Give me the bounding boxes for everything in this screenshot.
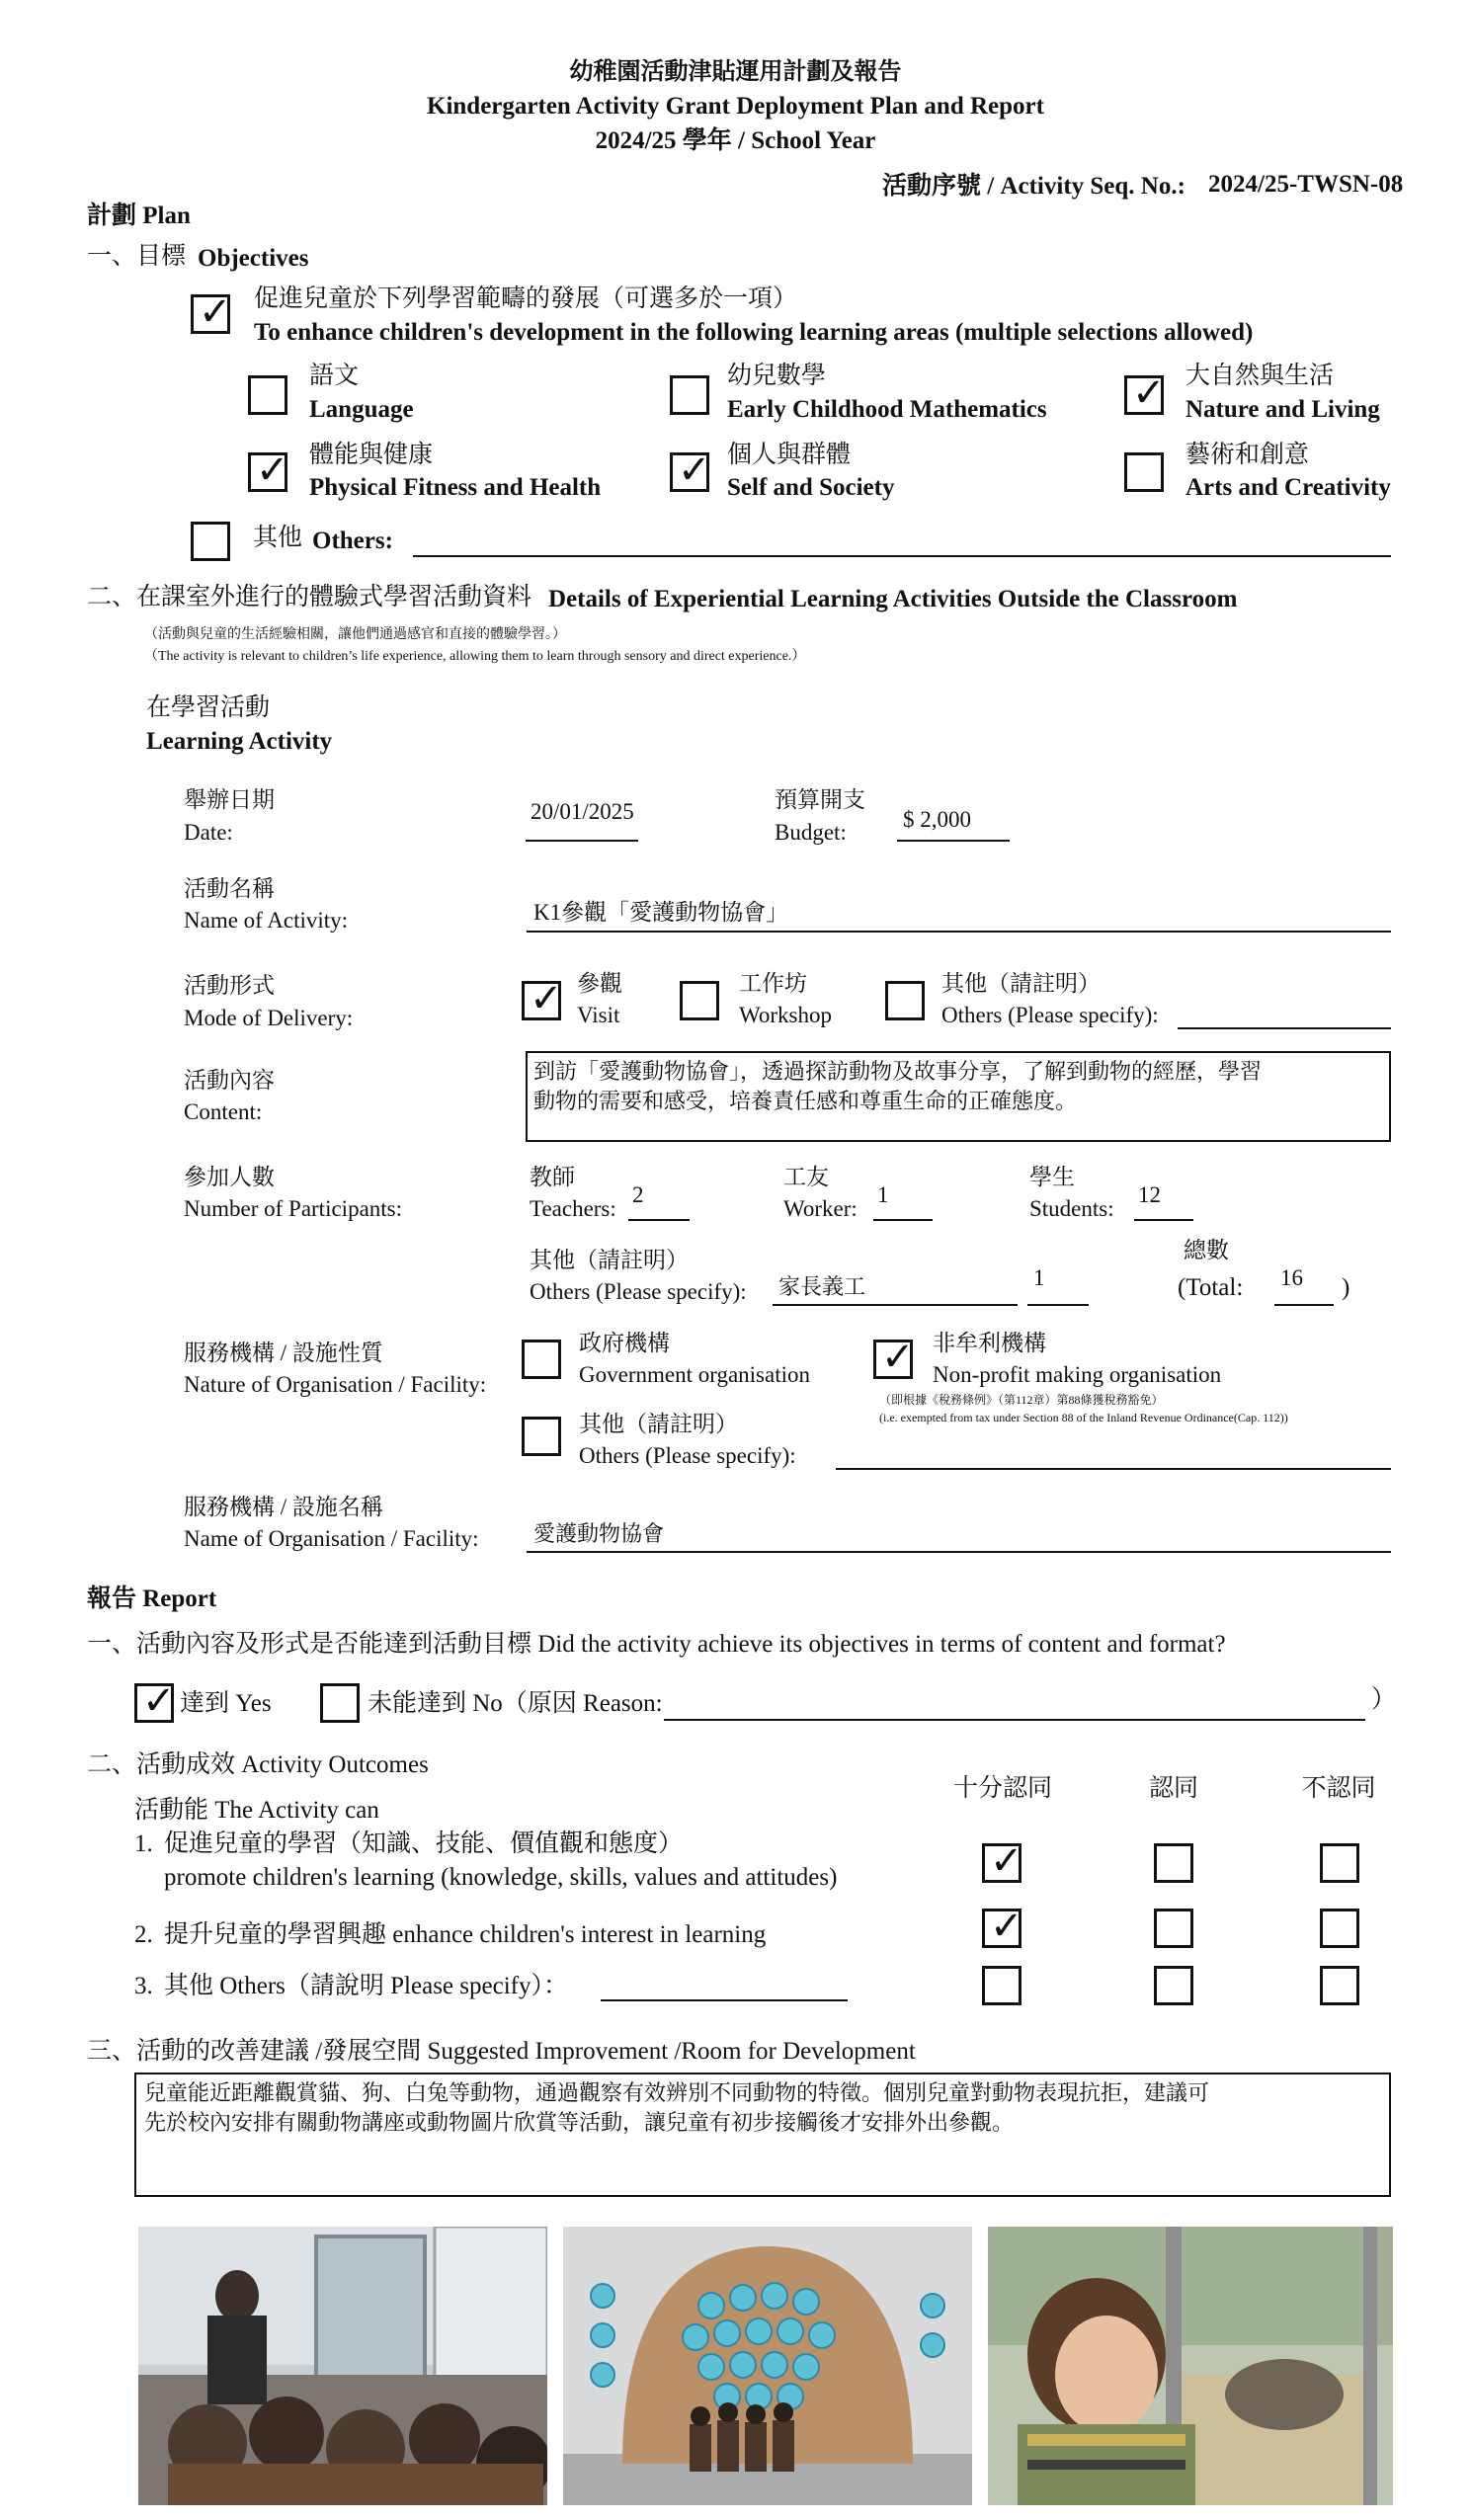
outcome-1-line2: promote children's learning (knowledge, skills, values and attitudes) — [164, 1864, 838, 1891]
teachers-zh: 教師 — [530, 1165, 575, 1189]
students-en: Students: — [1029, 1196, 1114, 1221]
org-name-value[interactable]: 愛護動物協會 — [533, 1522, 665, 1547]
col-strongly-agree: 十分認同 — [952, 1775, 1052, 1802]
org-npo-note-en: (i.e. exempted from tax under Section 88 of the Inland Revenue Ordinance(Cap. 112)) — [879, 1411, 1288, 1424]
report-no-close: ） — [1371, 1686, 1397, 1713]
outcome-2-strongly-agree-checkbox[interactable] — [982, 1904, 1023, 1949]
area-language-zh: 語文 — [309, 363, 360, 389]
total-line — [1274, 1304, 1334, 1306]
outcome-2-number: 2. — [134, 1921, 153, 1948]
area-nature-zh: 大自然與生活 — [1185, 363, 1335, 389]
mode-workshop-zh: 工作坊 — [739, 971, 807, 996]
checkmark-icon: ✓ — [142, 1678, 176, 1724]
teachers-line — [628, 1219, 690, 1221]
checkmark-icon: ✓ — [990, 1904, 1023, 1949]
outcome-2-disagree-checkbox[interactable] — [1320, 1909, 1359, 1948]
checkmark-icon: ✓ — [530, 976, 563, 1021]
org-name-zh: 服務機構 / 設施名稱 — [184, 1495, 383, 1519]
outcome-3-disagree-checkbox[interactable] — [1320, 1966, 1359, 2005]
org-npo-checkbox[interactable] — [873, 1335, 915, 1380]
total-en: (Total: — [1178, 1274, 1244, 1301]
outcome-1-number: 1. — [134, 1830, 153, 1857]
outcome-3-strongly-agree-checkbox[interactable] — [982, 1966, 1022, 2005]
teachers-count[interactable]: 2 — [632, 1182, 644, 1207]
content-line-2: 動物的需要和感受，培養責任感和尊重生命的正確態度。 — [533, 1090, 1078, 1114]
report-no-checkbox[interactable] — [320, 1683, 360, 1723]
budget-en: Budget: — [775, 820, 847, 845]
objective-main-checkbox[interactable] — [191, 289, 232, 335]
activity-name-zh: 活動名稱 — [184, 876, 275, 901]
improve-line-2: 先於校內安排有關動物講座或動物圖片欣賞等活動，讓兒童有初步接觸後才安排外出參觀。 — [144, 2111, 1015, 2136]
org-others-line[interactable] — [836, 1468, 1391, 1470]
checkmark-icon: ✓ — [881, 1335, 915, 1380]
details-note-en: （The activity is relevant to children’s life experience, allowing them to learn through sensory and direct experience.） — [144, 649, 806, 664]
details-title-zh: 二、在課室外進行的體驗式學習活動資料 — [87, 584, 532, 610]
objective-others-line[interactable] — [413, 555, 1391, 557]
date-line — [526, 840, 638, 842]
objective-main-zh: 促進兒童於下列學習範疇的發展（可選多於一項） — [254, 285, 798, 312]
mode-visit-checkbox[interactable] — [522, 976, 563, 1021]
workers-en: Worker: — [783, 1196, 858, 1221]
area-arts-zh: 藝術和創意 — [1185, 442, 1310, 468]
report-no-reason-line[interactable] — [664, 1719, 1365, 1721]
workers-count[interactable]: 1 — [877, 1182, 889, 1207]
nature-zh: 服務機構 / 設施性質 — [184, 1341, 383, 1365]
org-npo-note-zh: （即根據《稅務條例》（第112章）第88條獲稅務豁免） — [879, 1393, 1164, 1407]
checkmark-icon: ✓ — [256, 447, 289, 493]
participants-others-en: Others (Please specify): — [530, 1279, 747, 1304]
seq-label: 活動序號 / Activity Seq. No.: — [882, 173, 1185, 200]
teachers-en: Teachers: — [530, 1196, 616, 1221]
total-zh: 總數 — [1184, 1238, 1229, 1262]
title-zh: 幼稚園活動津貼運用計劃及報告 — [569, 59, 902, 85]
mode-workshop-checkbox[interactable] — [680, 981, 719, 1020]
area-mathematics-zh: 幼兒數學 — [727, 363, 827, 389]
area-nature-en: Nature and Living — [1185, 396, 1380, 423]
content-box[interactable] — [526, 1051, 1391, 1142]
workers-zh: 工友 — [783, 1165, 829, 1189]
mode-workshop-en: Workshop — [739, 1003, 832, 1027]
learning-activity-en: Learning Activity — [146, 728, 333, 755]
objective-others-checkbox[interactable] — [191, 522, 230, 561]
checkmark-icon: ✓ — [678, 447, 711, 493]
area-language-checkbox[interactable] — [248, 375, 287, 415]
area-physical-checkbox[interactable] — [248, 447, 289, 493]
budget-zh: 預算開支 — [775, 787, 865, 812]
workers-line — [873, 1219, 933, 1221]
participants-others-count[interactable]: 1 — [1033, 1265, 1045, 1290]
improve-title: 三、活動的改善建議 /發展空間 Suggested Improvement /Room for Development — [87, 2038, 916, 2065]
participants-others-zh: 其他（請註明） — [530, 1248, 689, 1272]
outcomes-title: 二、活動成效 Activity Outcomes — [87, 1751, 429, 1778]
students-count[interactable]: 12 — [1138, 1182, 1161, 1207]
org-npo-zh: 非牟利機構 — [933, 1331, 1046, 1355]
objectives-title-zh: 一、目標 — [87, 243, 187, 270]
content-line-1: 到訪「愛護動物協會」，透過探訪動物及故事分享，了解到動物的經歷，學習 — [533, 1060, 1263, 1085]
school-year: 2024/25 學年 / School Year — [595, 127, 876, 154]
activity-name-value[interactable]: K1參觀「愛護動物協會」 — [533, 900, 789, 925]
objective-main-en: To enhance children's development in the following learning areas (multiple selections allowed) — [254, 319, 1254, 346]
mode-others-zh: 其他（請註明） — [941, 971, 1101, 996]
content-en: Content: — [184, 1099, 263, 1124]
activity-photo-1 — [138, 2227, 547, 2505]
area-self-society-en: Self and Society — [727, 474, 895, 501]
content-zh: 活動內容 — [184, 1068, 275, 1093]
participants-en: Number of Participants: — [184, 1196, 403, 1221]
participants-others-line — [773, 1304, 1018, 1306]
org-name-line — [527, 1551, 1391, 1553]
students-zh: 學生 — [1029, 1165, 1075, 1189]
area-language-en: Language — [309, 396, 414, 423]
mode-visit-en: Visit — [577, 1003, 620, 1027]
outcome-3-specify-line[interactable] — [601, 1999, 848, 2001]
area-mathematics-checkbox[interactable] — [670, 375, 709, 415]
report-q1: 一、活動內容及形式是否能達到活動目標 Did the activity achieve its objectives in terms of content and format? — [87, 1631, 1226, 1658]
objectives-title-en: Objectives — [198, 245, 309, 272]
mode-visit-zh: 參觀 — [577, 971, 622, 996]
seq-number: 2024/25-TWSN-08 — [1208, 171, 1404, 198]
details-title-en: Details of Experiential Learning Activities Outside the Classroom — [548, 586, 1238, 612]
mode-others-checkbox[interactable] — [885, 981, 925, 1020]
outcome-3-agree-checkbox[interactable] — [1154, 1966, 1193, 2005]
area-physical-en: Physical Fitness and Health — [309, 474, 602, 501]
outcome-3-number: 3. — [134, 1973, 153, 1999]
outcome-1-strongly-agree-checkbox[interactable] — [982, 1838, 1023, 1884]
date-zh: 舉辦日期 — [184, 787, 275, 812]
area-nature-checkbox[interactable] — [1124, 370, 1166, 416]
details-note-zh: （活動與兒童的生活經驗相關，讓他們通過感官和直接的體驗學習。） — [144, 627, 566, 642]
area-mathematics-en: Early Childhood Mathematics — [727, 396, 1047, 423]
col-agree: 認同 — [1148, 1775, 1198, 1802]
budget-line — [897, 840, 1010, 842]
outcome-1-disagree-checkbox[interactable] — [1320, 1843, 1359, 1883]
org-others-zh: 其他（請註明） — [579, 1412, 738, 1436]
org-government-checkbox[interactable] — [522, 1340, 561, 1379]
outcome-2-line1: 提升兒童的學習興趣 enhance children's interest in learning — [164, 1921, 767, 1948]
title-en: Kindergarten Activity Grant Deployment Plan and Report — [427, 93, 1044, 120]
participants-others-count-line — [1027, 1304, 1089, 1306]
checkmark-icon: ✓ — [990, 1838, 1023, 1884]
activity-name-line — [527, 931, 1391, 933]
area-self-society-checkbox[interactable] — [670, 447, 711, 493]
learning-activity-zh: 在學習活動 — [146, 694, 271, 721]
org-others-en: Others (Please specify): — [579, 1443, 796, 1468]
org-others-checkbox[interactable] — [522, 1417, 561, 1456]
objective-others-zh: 其他 — [253, 525, 303, 551]
mode-en: Mode of Delivery: — [184, 1006, 354, 1030]
total-close: ) — [1342, 1274, 1350, 1301]
budget-value[interactable]: $ 2,000 — [903, 807, 971, 832]
report-heading: 報告 Report — [87, 1585, 217, 1612]
org-name-en: Name of Organisation / Facility: — [184, 1526, 479, 1551]
org-government-en: Government organisation — [579, 1362, 810, 1387]
mode-others-line[interactable] — [1178, 1027, 1391, 1029]
improve-box[interactable] — [134, 2073, 1391, 2197]
date-value[interactable]: 20/01/2025 — [531, 799, 634, 824]
nature-en: Nature of Organisation / Facility: — [184, 1372, 487, 1397]
report-yes-checkbox[interactable] — [134, 1678, 176, 1724]
area-arts-en: Arts and Creativity — [1185, 474, 1391, 501]
activity-photo-2 — [563, 2227, 972, 2505]
improve-line-1: 兒童能近距離觀賞貓、狗、白兔等動物，通過觀察有效辨別不同動物的特徵。個別兒童對動物表現抗拒，建議可 — [144, 2081, 1210, 2106]
participants-others-value[interactable]: 家長義工 — [778, 1275, 866, 1300]
org-npo-en: Non-profit making organisation — [933, 1362, 1222, 1387]
total-count[interactable]: 16 — [1280, 1265, 1303, 1290]
outcome-1-line1: 促進兒童的學習（知識、技能、價值觀和態度） — [164, 1830, 684, 1857]
outcome-1-agree-checkbox[interactable] — [1154, 1843, 1193, 1883]
outcomes-intro: 活動能 The Activity can — [134, 1797, 379, 1824]
plan-heading: 計劃 Plan — [87, 203, 191, 229]
org-government-zh: 政府機構 — [579, 1331, 670, 1355]
checkmark-icon: ✓ — [1132, 370, 1166, 416]
outcome-3-line1: 其他 Others（請說明 Please specify）： — [164, 1973, 568, 1999]
checkmark-icon: ✓ — [199, 289, 232, 335]
report-no-label: 未能達到 No（原因 Reason: — [368, 1690, 663, 1717]
col-disagree: 不認同 — [1301, 1775, 1376, 1802]
outcome-2-agree-checkbox[interactable] — [1154, 1909, 1193, 1948]
activity-photo-3 — [988, 2227, 1393, 2505]
area-arts-checkbox[interactable] — [1124, 452, 1164, 492]
mode-others-en: Others (Please specify): — [941, 1003, 1159, 1027]
area-self-society-zh: 個人與群體 — [727, 442, 852, 468]
area-physical-zh: 體能與健康 — [309, 442, 434, 468]
participants-zh: 參加人數 — [184, 1165, 275, 1189]
mode-zh: 活動形式 — [184, 973, 275, 998]
objective-others-en: Others: — [312, 528, 393, 554]
students-line — [1134, 1219, 1193, 1221]
report-yes-label: 達到 Yes — [180, 1690, 272, 1717]
date-en: Date: — [184, 820, 233, 845]
activity-name-en: Name of Activity: — [184, 908, 349, 933]
